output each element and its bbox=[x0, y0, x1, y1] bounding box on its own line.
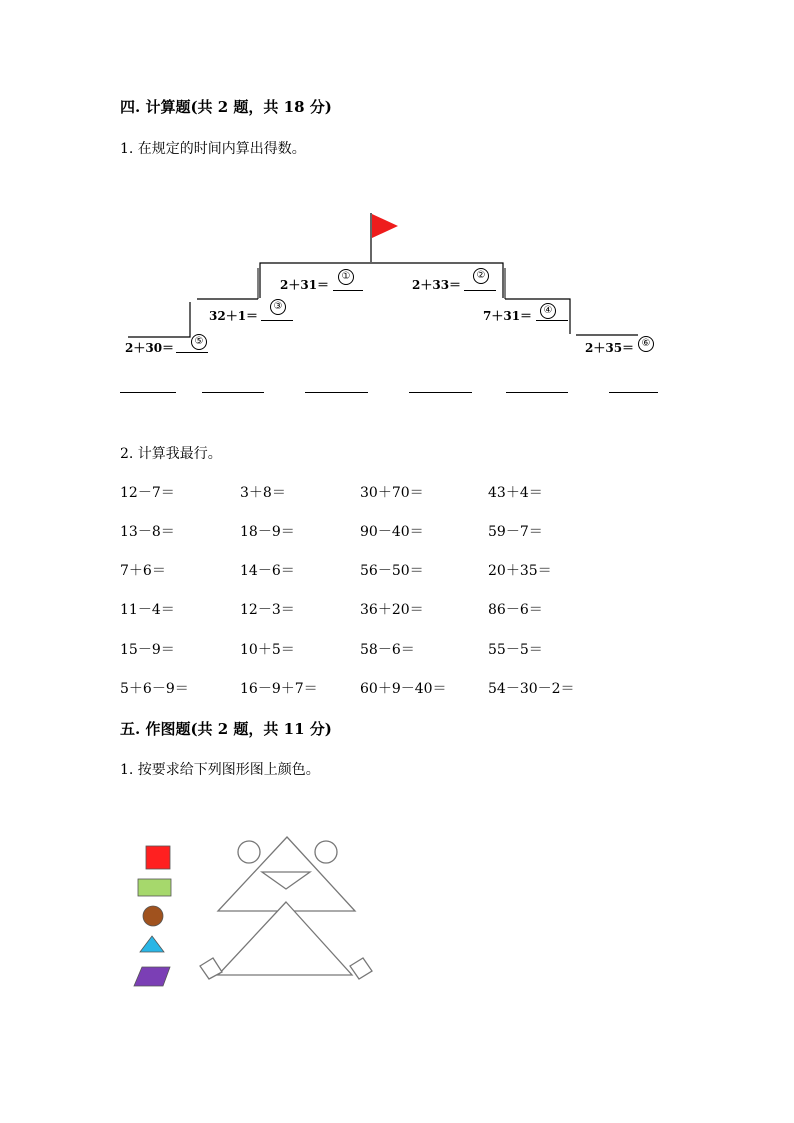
answer-blank-4[interactable] bbox=[409, 392, 472, 393]
calc-item: 36＋20＝ bbox=[360, 602, 424, 618]
answer-blank-1[interactable] bbox=[120, 392, 176, 393]
stair-expr-6: 2＋35＝ bbox=[585, 341, 635, 355]
circle-mark-4: ④ bbox=[540, 303, 556, 319]
calc-item: 10＋5＝ bbox=[240, 642, 295, 658]
section-5-heading: 五. 作图题(共 2 题，共 11 分) bbox=[120, 720, 332, 738]
calc-item: 12－7＝ bbox=[120, 485, 175, 501]
calc-item: 16－9＋7＝ bbox=[240, 681, 318, 697]
question-4-1-prompt: 1. 在规定的时间内算出得数。 bbox=[120, 141, 306, 157]
red-square-icon bbox=[146, 846, 170, 869]
calc-item: 12－3＝ bbox=[240, 602, 295, 618]
calc-item: 60＋9－40＝ bbox=[360, 681, 447, 697]
answer-blank-3[interactable] bbox=[305, 392, 368, 393]
section-4-heading: 四. 计算题(共 2 题，共 18 分) bbox=[120, 98, 332, 116]
calc-item: 11－4＝ bbox=[120, 602, 175, 618]
flag-icon bbox=[372, 214, 398, 238]
circle-mark-5: ⑤ bbox=[191, 334, 207, 350]
stair-expr-3: 32＋1＝ bbox=[209, 309, 259, 323]
body-triangle bbox=[218, 902, 352, 975]
answer-blank-5[interactable] bbox=[506, 392, 568, 393]
right-ear-circle bbox=[315, 841, 337, 863]
calc-item: 3＋8＝ bbox=[240, 485, 286, 501]
left-ear-circle bbox=[238, 841, 260, 863]
nose-triangle bbox=[262, 872, 310, 889]
calc-item: 59－7＝ bbox=[488, 524, 543, 540]
head-triangle bbox=[218, 837, 355, 911]
purple-parallelogram-icon bbox=[134, 967, 170, 986]
circle-mark-3: ③ bbox=[270, 299, 286, 315]
circle-mark-1: ① bbox=[338, 269, 354, 285]
staircase-diagram bbox=[0, 0, 794, 420]
brown-circle-icon bbox=[143, 906, 163, 926]
answer-blank-6[interactable] bbox=[609, 392, 658, 393]
step-left-3 bbox=[128, 302, 190, 337]
green-rectangle-icon bbox=[138, 879, 171, 896]
calc-item: 20＋35＝ bbox=[488, 563, 552, 579]
circle-mark-6: ⑥ bbox=[638, 336, 654, 352]
calc-item: 15－9＝ bbox=[120, 642, 175, 658]
calc-item: 5＋6－9＝ bbox=[120, 681, 189, 697]
stair-expr-5: 2＋30＝ bbox=[125, 341, 175, 355]
calc-item: 30＋70＝ bbox=[360, 485, 424, 501]
calc-item: 54－30－2＝ bbox=[488, 681, 575, 697]
calc-item: 13－8＝ bbox=[120, 524, 175, 540]
stair-expr-4: 7＋31＝ bbox=[483, 309, 533, 323]
question-4-2-prompt: 2. 计算我最行。 bbox=[120, 446, 222, 462]
calc-item: 43＋4＝ bbox=[488, 485, 543, 501]
answer-blank-2[interactable] bbox=[202, 392, 264, 393]
calc-item: 18－9＝ bbox=[240, 524, 295, 540]
calc-item: 90－40＝ bbox=[360, 524, 424, 540]
calc-item: 55－5＝ bbox=[488, 642, 543, 658]
calc-item: 58－6＝ bbox=[360, 642, 415, 658]
calc-item: 7＋6＝ bbox=[120, 563, 166, 579]
calc-item: 14－6＝ bbox=[240, 563, 295, 579]
left-paw-square bbox=[200, 958, 222, 979]
blue-triangle-icon bbox=[140, 936, 164, 952]
stair-expr-1: 2＋31＝ bbox=[280, 278, 330, 292]
right-paw-square bbox=[350, 958, 372, 979]
calc-item: 86－6＝ bbox=[488, 602, 543, 618]
question-5-1-prompt: 1. 按要求给下列图形图上颜色。 bbox=[120, 762, 320, 778]
circle-mark-2: ② bbox=[473, 268, 489, 284]
calc-item: 56－50＝ bbox=[360, 563, 424, 579]
stair-expr-2: 2＋33＝ bbox=[412, 278, 462, 292]
